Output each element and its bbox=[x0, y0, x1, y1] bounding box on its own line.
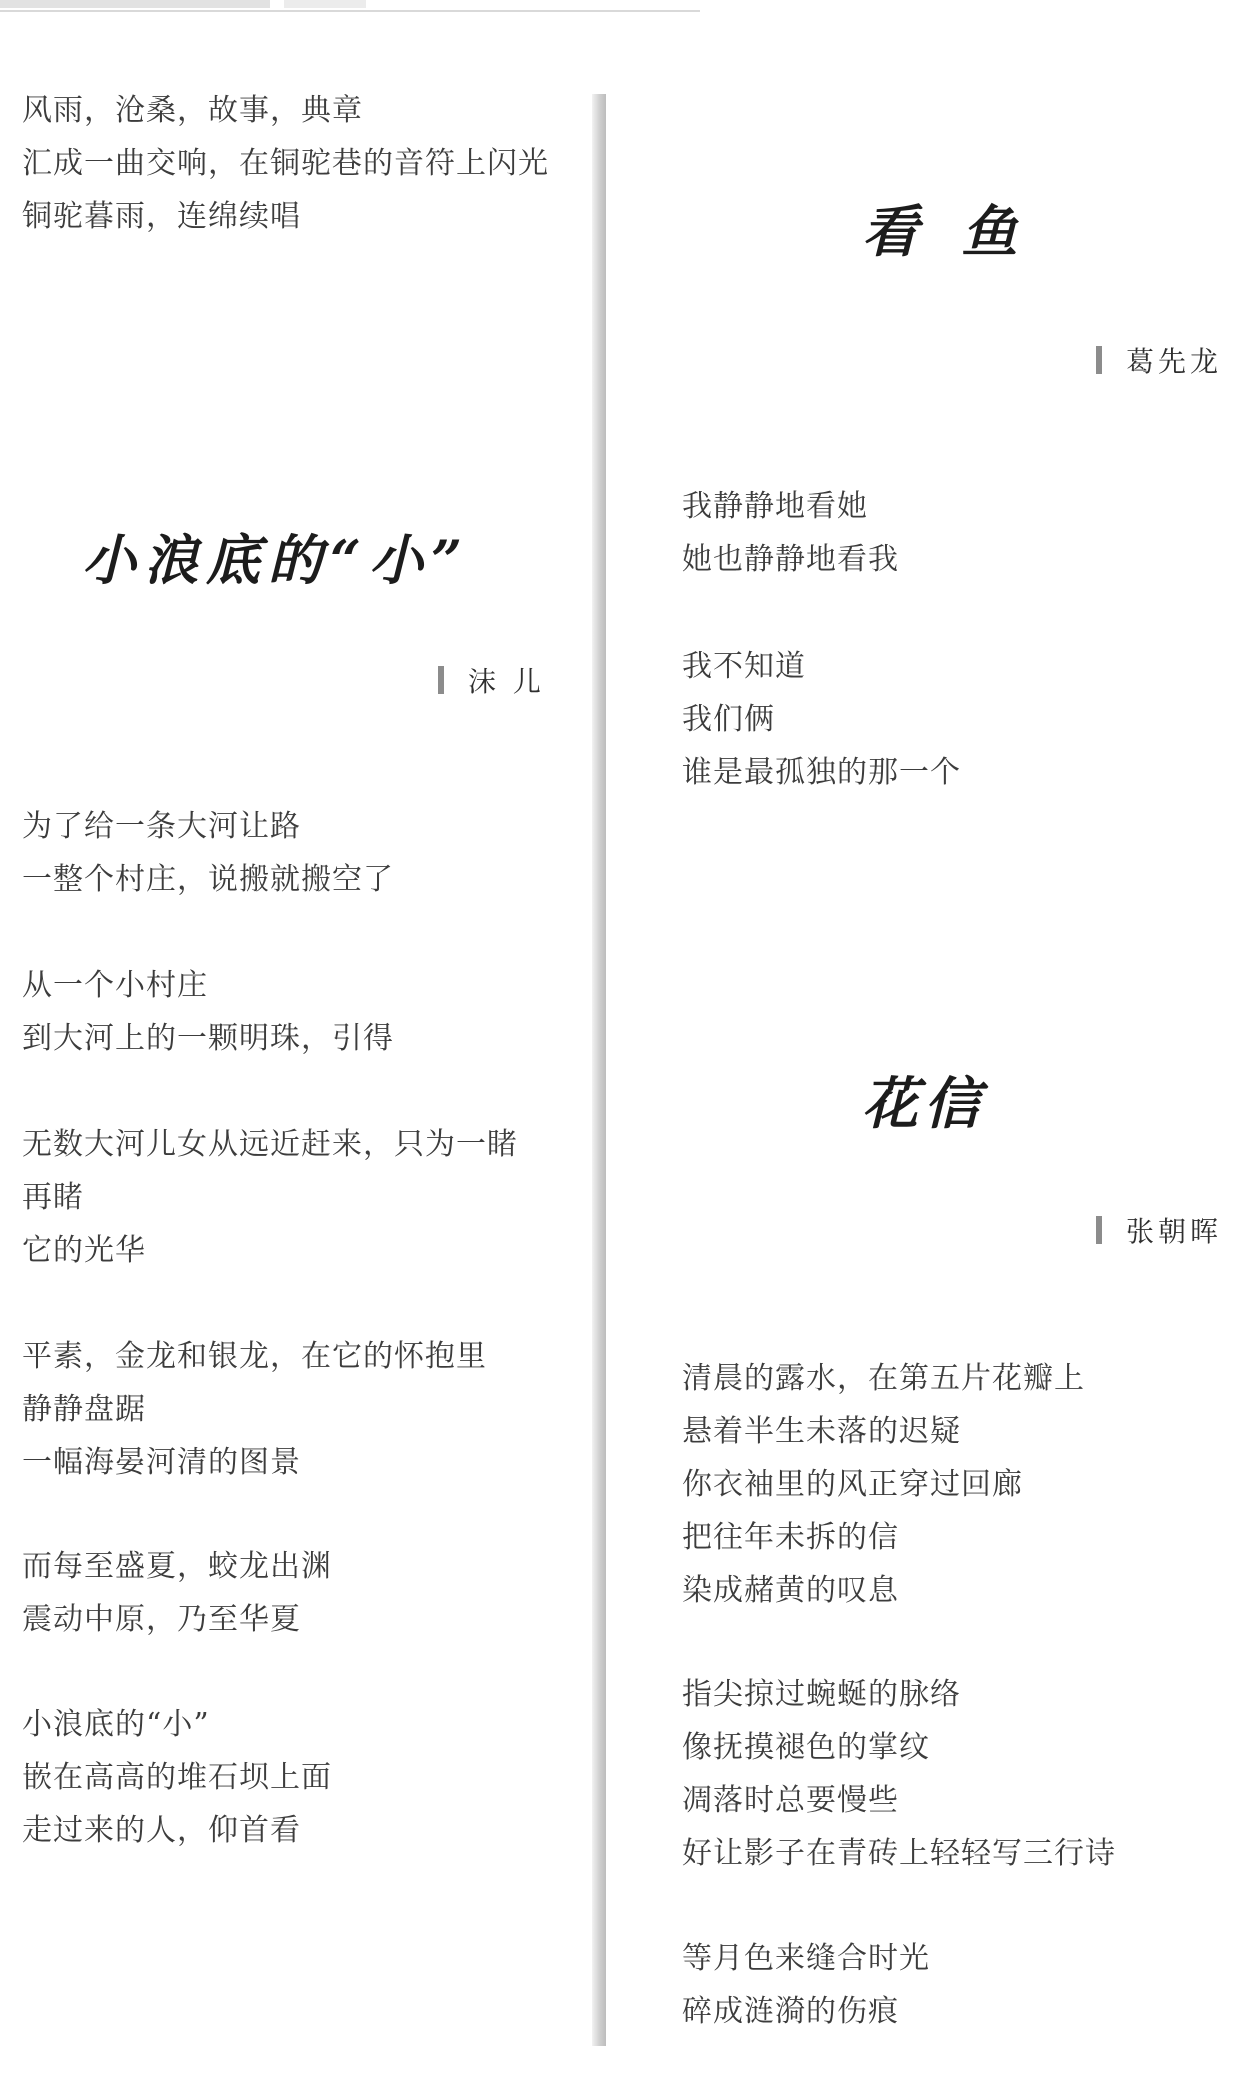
poem-line: 染成赭黄的叹息 bbox=[682, 1573, 899, 1608]
stanza bbox=[682, 640, 961, 799]
poem-line: 小浪底的“小” bbox=[22, 1707, 210, 1742]
stanza bbox=[22, 1118, 518, 1277]
poem-line: 悬着半生未落的迟疑 bbox=[682, 1414, 961, 1449]
stanza bbox=[682, 1932, 930, 2038]
top-tab-left bbox=[0, 0, 270, 8]
poem-line: 你衣袖里的风正穿过回廊 bbox=[682, 1467, 1023, 1502]
author-name: 葛先龙 bbox=[1126, 345, 1223, 378]
stanza bbox=[22, 1698, 332, 1857]
poem-line: 谁是最孤独的那一个 bbox=[682, 755, 961, 790]
poem-author bbox=[1096, 1210, 1222, 1250]
poem-line: 一整个村庄，说搬就搬空了 bbox=[22, 862, 394, 897]
poem-line: 再睹 bbox=[22, 1180, 84, 1215]
page-gutter-shadow bbox=[592, 94, 606, 2046]
poem-line: 她也静静地看我 bbox=[682, 542, 899, 577]
poem-line: 汇成一曲交响，在铜驼巷的音符上闪光 bbox=[22, 146, 549, 181]
poem-line: 到大河上的一颗明珠，引得 bbox=[22, 1021, 394, 1056]
poem-line: 震动中原，乃至华夏 bbox=[22, 1602, 301, 1637]
poem-line: 凋落时总要慢些 bbox=[682, 1783, 899, 1818]
top-tab-strip bbox=[0, 0, 700, 12]
poem-line: 碎成涟漪的伤痕 bbox=[682, 1994, 899, 2029]
author-marker bbox=[1096, 1216, 1102, 1244]
stanza bbox=[22, 800, 394, 906]
poem-line: 指尖掠过蜿蜒的脉络 bbox=[682, 1677, 961, 1712]
stanza bbox=[22, 1540, 332, 1646]
poem-line: 一幅海晏河清的图景 bbox=[22, 1445, 301, 1480]
poem-line: 无数大河儿女从远近赶来，只为一睹 bbox=[22, 1127, 518, 1162]
poem-author bbox=[1096, 340, 1222, 380]
stanza bbox=[22, 959, 394, 1065]
stanza bbox=[682, 1668, 1116, 1880]
poem-line: 好让影子在青砖上轻轻写三行诗 bbox=[682, 1836, 1116, 1871]
poem-title: 小浪底的“小” bbox=[82, 528, 471, 592]
stanza bbox=[682, 1352, 1085, 1617]
poem-line: 嵌在高高的堆石坝上面 bbox=[22, 1760, 332, 1795]
top-tab-right bbox=[284, 0, 366, 8]
poem-line: 静静盘踞 bbox=[22, 1392, 146, 1427]
poem-line: 我不知道 bbox=[682, 649, 806, 684]
poem-line: 从一个小村庄 bbox=[22, 968, 208, 1003]
poem-line: 我们俩 bbox=[682, 702, 775, 737]
author-name: 沫 儿 bbox=[468, 665, 545, 698]
intro-stanza bbox=[22, 84, 549, 243]
author-name: 张朝晖 bbox=[1126, 1215, 1223, 1248]
poem-title: 看 鱼 bbox=[862, 199, 1030, 265]
poem-line: 走过来的人，仰首看 bbox=[22, 1813, 301, 1848]
author-marker bbox=[1096, 346, 1102, 374]
poem-title: 花信 bbox=[862, 1071, 986, 1137]
poem-line: 平素，金龙和银龙，在它的怀抱里 bbox=[22, 1339, 487, 1374]
poem-line: 把往年未拆的信 bbox=[682, 1520, 899, 1555]
poem-line: 像抚摸褪色的掌纹 bbox=[682, 1730, 930, 1765]
stanza bbox=[682, 480, 899, 586]
poem-line: 我静静地看她 bbox=[682, 489, 868, 524]
stanza bbox=[22, 1330, 487, 1489]
poem-line: 铜驼暮雨，连绵续唱 bbox=[22, 199, 301, 234]
poem-line: 为了给一条大河让路 bbox=[22, 809, 301, 844]
author-marker bbox=[438, 666, 444, 694]
poem-line: 而每至盛夏，蛟龙出渊 bbox=[22, 1549, 332, 1584]
poem-author bbox=[438, 660, 545, 700]
poem-line: 等月色来缝合时光 bbox=[682, 1941, 930, 1976]
poem-line: 清晨的露水，在第五片花瓣上 bbox=[682, 1361, 1085, 1396]
poem-line: 风雨，沧桑，故事，典章 bbox=[22, 93, 363, 128]
poem-line: 它的光华 bbox=[22, 1233, 146, 1268]
